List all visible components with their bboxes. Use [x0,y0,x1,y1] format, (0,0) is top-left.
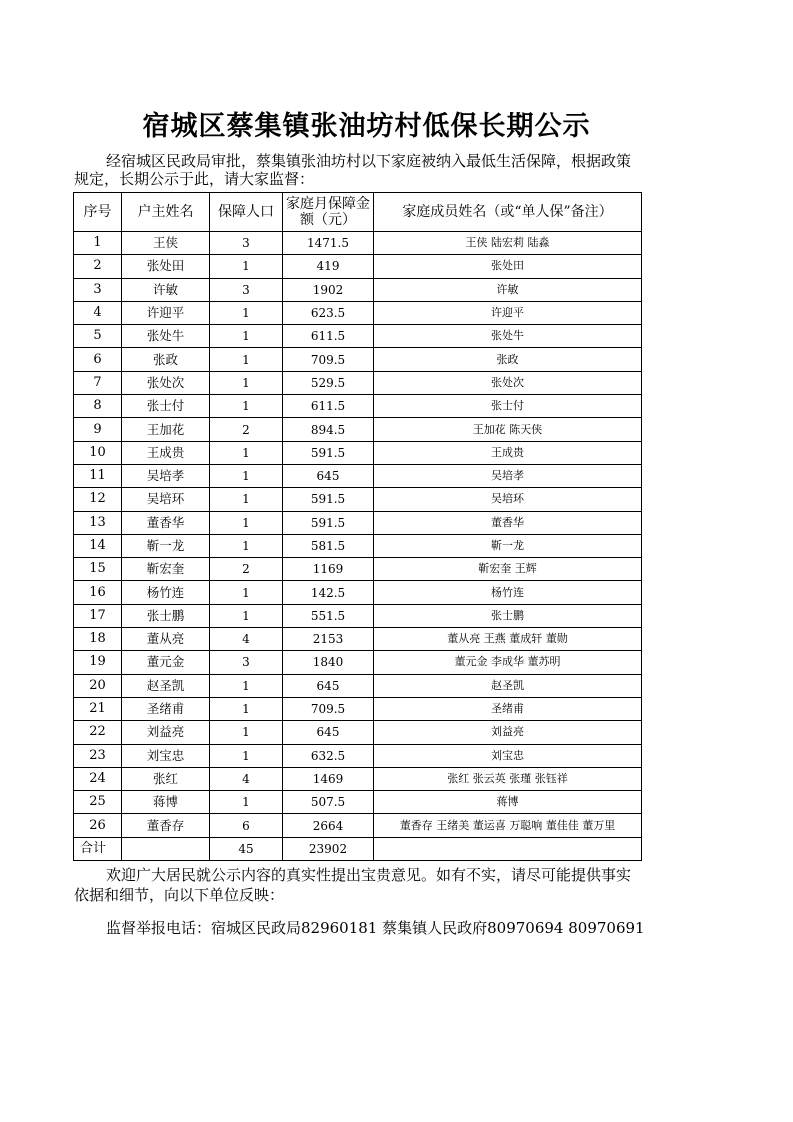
cell-count: 1 [210,371,283,394]
cell-name: 董香华 [122,511,210,534]
table-row [74,674,642,697]
cell-amount: 709.5 [283,348,374,371]
table-header-row [74,193,642,232]
cell-amount: 591.5 [283,488,374,511]
table-row [74,301,642,324]
cell-name: 张处次 [122,371,210,394]
cell-members: 王成贵 [374,441,642,464]
cell-no: 17 [74,604,122,627]
cell-members: 吴培环 [374,488,642,511]
table-row [74,371,642,394]
cell-count: 1 [210,301,283,324]
cell-members: 张处次 [374,371,642,394]
table-row [74,767,642,790]
cell-amount: 1469 [283,767,374,790]
cell-name: 王成贵 [122,441,210,464]
cell-no: 12 [74,488,122,511]
cell-amount: 142.5 [283,581,374,604]
cell-name: 圣绪甫 [122,697,210,720]
cell-amount: 2664 [283,814,374,837]
table-row [74,348,642,371]
total-empty-members [374,837,642,860]
cell-amount: 591.5 [283,511,374,534]
cell-name: 张政 [122,348,210,371]
header-amount: 家庭月保障金额（元） [283,193,374,232]
cell-no: 13 [74,511,122,534]
cell-no: 4 [74,301,122,324]
cell-no: 14 [74,534,122,557]
cell-amount: 645 [283,674,374,697]
cell-amount: 894.5 [283,418,374,441]
cell-no: 10 [74,441,122,464]
cell-no: 1 [74,232,122,255]
cell-count: 4 [210,767,283,790]
cell-name: 董香存 [122,814,210,837]
cell-amount: 551.5 [283,604,374,627]
cell-name: 张红 [122,767,210,790]
table-row [74,558,642,581]
table-row [74,814,642,837]
header-members: 家庭成员姓名（或“单人保”备注） [374,193,642,232]
subsidy-table [73,192,642,861]
cell-count: 4 [210,628,283,651]
table-row [74,534,642,557]
cell-amount: 1471.5 [283,232,374,255]
cell-name: 吴培环 [122,488,210,511]
cell-amount: 2153 [283,628,374,651]
cell-members: 吴培孝 [374,464,642,487]
cell-name: 王侠 [122,232,210,255]
cell-amount: 623.5 [283,301,374,324]
cell-count: 1 [210,325,283,348]
cell-count: 1 [210,604,283,627]
table-row [74,791,642,814]
table-row [74,255,642,278]
table-row [74,604,642,627]
cell-name: 蒋博 [122,791,210,814]
cell-no: 3 [74,278,122,301]
total-amount: 23902 [283,837,374,860]
cell-name: 刘宝忠 [122,744,210,767]
cell-members: 许迎平 [374,301,642,324]
cell-amount: 1902 [283,278,374,301]
cell-name: 张处牛 [122,325,210,348]
header-no: 序号 [74,193,122,232]
cell-members: 靳一龙 [374,534,642,557]
cell-count: 1 [210,441,283,464]
cell-name: 靳一龙 [122,534,210,557]
table-row [74,418,642,441]
cell-amount: 632.5 [283,744,374,767]
cell-name: 靳宏奎 [122,558,210,581]
table-row [74,232,642,255]
intro-paragraph: 经宿城区民政局审批，蔡集镇张油坊村以下家庭被纳入最低生活保障，根据政策规定，长期公示于此，请大家监督： [74,152,632,188]
table-row [74,464,642,487]
cell-no: 15 [74,558,122,581]
cell-amount: 529.5 [283,371,374,394]
cell-members: 王侠 陆宏莉 陆淼 [374,232,642,255]
cell-amount: 611.5 [283,325,374,348]
cell-amount: 611.5 [283,395,374,418]
cell-name: 董元金 [122,651,210,674]
cell-amount: 1169 [283,558,374,581]
cell-name: 吴培孝 [122,464,210,487]
cell-no: 2 [74,255,122,278]
cell-members: 张士鹏 [374,604,642,627]
cell-no: 9 [74,418,122,441]
footer-paragraph: 欢迎广大居民就公示内容的真实性提出宝贵意见。如有不实，请尽可能提供事实依据和细节，向以下单位反映： [74,866,632,904]
cell-amount: 709.5 [283,697,374,720]
cell-members: 许敏 [374,278,642,301]
cell-count: 1 [210,255,283,278]
page-title: 宿城区蔡集镇张油坊村低保长期公示 [142,111,591,142]
cell-count: 1 [210,348,283,371]
cell-count: 1 [210,488,283,511]
cell-no: 11 [74,464,122,487]
cell-no: 26 [74,814,122,837]
total-label: 合计 [74,837,122,860]
cell-no: 5 [74,325,122,348]
cell-count: 1 [210,534,283,557]
cell-no: 6 [74,348,122,371]
cell-name: 许敏 [122,278,210,301]
cell-count: 2 [210,418,283,441]
cell-no: 24 [74,767,122,790]
cell-name: 张处田 [122,255,210,278]
cell-amount: 645 [283,721,374,744]
table-row [74,278,642,301]
table-row [74,488,642,511]
cell-count: 1 [210,395,283,418]
hotline-text: 监督举报电话：宿城区民政局82960181 蔡集镇人民政府80970694 80970691 [106,919,645,937]
cell-no: 7 [74,371,122,394]
table-row [74,721,642,744]
cell-members: 张处牛 [374,325,642,348]
table-row [74,581,642,604]
table-row [74,744,642,767]
cell-no: 18 [74,628,122,651]
table-total-row [74,837,642,860]
cell-no: 8 [74,395,122,418]
table-row [74,697,642,720]
cell-members: 董香存 王绪美 董运喜 万聪响 董佳佳 董万里 [374,814,642,837]
cell-members: 张处田 [374,255,642,278]
cell-count: 1 [210,581,283,604]
cell-count: 2 [210,558,283,581]
header-count: 保障人口 [210,193,283,232]
cell-members: 王加花 陈天侠 [374,418,642,441]
cell-amount: 591.5 [283,441,374,464]
cell-members: 圣绪甫 [374,697,642,720]
cell-amount: 507.5 [283,791,374,814]
cell-name: 张士鹏 [122,604,210,627]
cell-members: 杨竹连 [374,581,642,604]
cell-count: 1 [210,791,283,814]
cell-count: 3 [210,651,283,674]
total-empty [122,837,210,860]
cell-members: 张红 张云英 张瑾 张钰祥 [374,767,642,790]
cell-members: 蒋博 [374,791,642,814]
table-row [74,441,642,464]
cell-name: 张士付 [122,395,210,418]
cell-no: 23 [74,744,122,767]
cell-members: 赵圣凯 [374,674,642,697]
cell-name: 赵圣凯 [122,674,210,697]
cell-members: 董香华 [374,511,642,534]
cell-name: 董从亮 [122,628,210,651]
cell-count: 6 [210,814,283,837]
cell-members: 刘益亮 [374,721,642,744]
cell-name: 许迎平 [122,301,210,324]
cell-members: 张政 [374,348,642,371]
cell-no: 21 [74,697,122,720]
cell-count: 1 [210,674,283,697]
cell-no: 19 [74,651,122,674]
table-row [74,628,642,651]
table-row [74,651,642,674]
cell-no: 20 [74,674,122,697]
cell-amount: 645 [283,464,374,487]
cell-count: 1 [210,697,283,720]
table-row [74,395,642,418]
cell-members: 张士付 [374,395,642,418]
cell-count: 1 [210,464,283,487]
total-count: 45 [210,837,283,860]
cell-count: 1 [210,744,283,767]
cell-members: 董从亮 王燕 董成轩 董勋 [374,628,642,651]
table-row [74,325,642,348]
cell-amount: 1840 [283,651,374,674]
header-name: 户主姓名 [122,193,210,232]
cell-count: 3 [210,278,283,301]
cell-members: 靳宏奎 王辉 [374,558,642,581]
table-row [74,511,642,534]
cell-name: 刘益亮 [122,721,210,744]
cell-amount: 581.5 [283,534,374,557]
table-body [74,232,642,861]
cell-count: 1 [210,721,283,744]
cell-no: 22 [74,721,122,744]
cell-members: 刘宝忠 [374,744,642,767]
cell-no: 25 [74,791,122,814]
cell-no: 16 [74,581,122,604]
cell-amount: 419 [283,255,374,278]
cell-count: 1 [210,511,283,534]
cell-count: 3 [210,232,283,255]
cell-members: 董元金 李成华 董苏明 [374,651,642,674]
cell-name: 王加花 [122,418,210,441]
cell-name: 杨竹连 [122,581,210,604]
